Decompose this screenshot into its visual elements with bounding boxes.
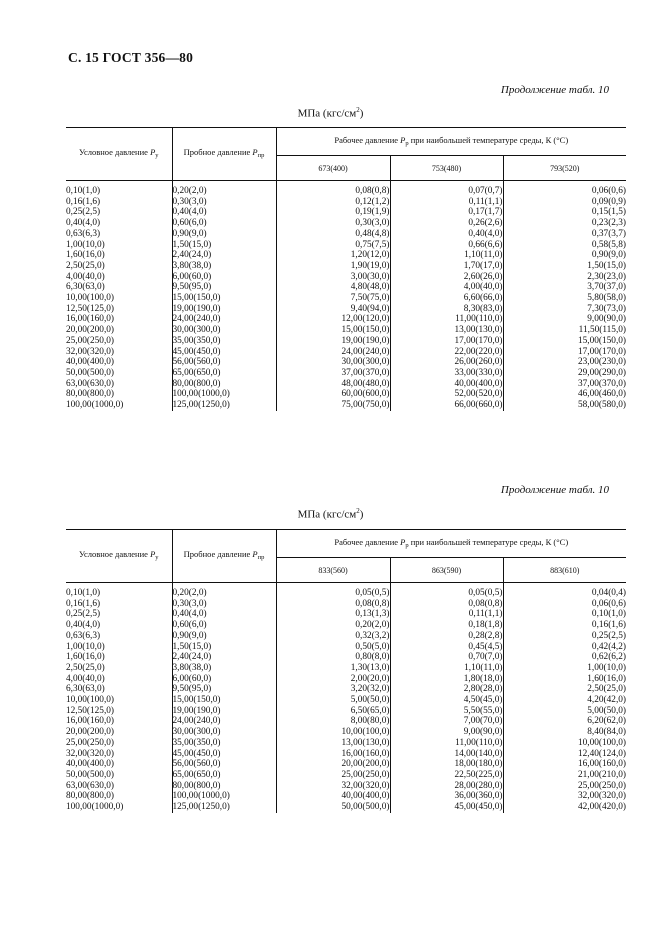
test-pressure-cell: 0,60(6,0) (172, 218, 276, 229)
nominal-pressure-cell: 40,00(400,0) (66, 357, 115, 368)
table-row (66, 240, 626, 251)
working-pressure-cell: 0,11(1,1) (390, 197, 503, 208)
working-pressure-cell: 1,00(10,0) (503, 663, 626, 674)
working-pressure-cell: 46,00(460,0) (503, 389, 626, 400)
nominal-pressure-cell: 1,60(16,0) (66, 652, 105, 663)
working-pressure-cell: 15,00(150,0) (503, 336, 626, 347)
page-header: С. 15 ГОСТ 356—80 (68, 50, 194, 65)
table-row (66, 620, 626, 631)
working-pressure-cell: 48,00(480,0) (276, 379, 390, 390)
working-pressure-cell: 0,08(0,8) (276, 599, 390, 610)
nominal-pressure-cell: 16,00(160,0) (66, 314, 115, 325)
working-pressure-cell: 5,00(50,0) (276, 695, 390, 706)
test-pressure-cell: 0,20(2,0) (172, 583, 276, 599)
working-pressure-cell: 37,00(370,0) (276, 368, 390, 379)
working-pressure-cell: 19,00(190,0) (276, 336, 390, 347)
working-pressure-cell: 1,70(17,0) (390, 261, 503, 272)
nominal-pressure-cell: 100,00(1000,0) (66, 400, 124, 411)
table-row (66, 727, 626, 738)
test-pressure-cell: 0,40(4,0) (172, 609, 276, 620)
test-pressure-cell: 80,00(800,0) (172, 379, 276, 390)
working-pressure-cell: 0,90(9,0) (503, 250, 626, 261)
working-pressure-cell: 10,00(100,0) (503, 738, 626, 749)
table-row (66, 770, 626, 781)
test-pressure-cell: 0,30(3,0) (172, 197, 276, 208)
working-pressure-cell: 0,70(7,0) (390, 652, 503, 663)
working-pressure-cell: 50,00(500,0) (276, 802, 390, 813)
working-pressure-cell: 4,20(42,0) (503, 695, 626, 706)
working-pressure-cell: 0,58(5,8) (503, 240, 626, 251)
working-pressure-cell: 0,26(2,6) (390, 218, 503, 229)
table-row (66, 207, 626, 218)
working-pressure-cell: 0,12(1,2) (276, 197, 390, 208)
nominal-pressure-cell: 0,16(1,6) (66, 598, 101, 609)
working-pressure-cell: 66,00(660,0) (390, 400, 503, 411)
table-row (66, 802, 626, 813)
working-pressure-cell: 58,00(580,0) (503, 400, 626, 411)
working-pressure-cell: 1,10(11,0) (390, 250, 503, 261)
working-pressure-cell: 0,37(3,7) (503, 229, 626, 240)
table-row (66, 293, 626, 304)
working-pressure-cell: 40,00(400,0) (390, 379, 503, 390)
temp-header: 863(590) (390, 558, 503, 583)
working-pressure-cell: 0,50(5,0) (276, 642, 390, 653)
test-pressure-cell: 0,60(6,0) (172, 620, 276, 631)
pressure-table (66, 529, 626, 813)
continuation-label: Продолжение табл. 10 (500, 484, 609, 496)
working-pressure-cell: 42,00(420,0) (503, 802, 626, 813)
working-pressure-cell: 0,18(1,8) (390, 620, 503, 631)
working-pressure-cell: 6,20(62,0) (503, 716, 626, 727)
working-pressure-cell: 0,05(0,5) (390, 583, 503, 599)
working-pressure-cell: 32,00(320,0) (503, 791, 626, 802)
test-pressure-cell: 24,00(240,0) (172, 716, 276, 727)
working-pressure-cell: 7,30(73,0) (503, 304, 626, 315)
nominal-pressure-cell: 0,63(6,3) (66, 630, 101, 641)
working-pressure-cell: 37,00(370,0) (503, 379, 626, 390)
nominal-pressure-cell: 4,00(40,0) (66, 673, 105, 684)
test-pressure-cell: 35,00(350,0) (172, 336, 276, 347)
nominal-pressure-cell: 0,10(1,0) (66, 588, 101, 598)
working-pressure-cell: 3,20(32,0) (276, 684, 390, 695)
test-pressure-cell: 1,50(15,0) (172, 642, 276, 653)
nominal-pressure-cell: 6,30(63,0) (66, 684, 105, 695)
working-pressure-cell: 0,23(2,3) (503, 218, 626, 229)
table-row (66, 791, 626, 802)
working-pressure-cell: 13,00(130,0) (390, 325, 503, 336)
working-pressure-cell: 36,00(360,0) (390, 791, 503, 802)
nominal-pressure-cell: 1,00(10,0) (66, 239, 105, 250)
nominal-pressure-cell: 32,00(320,0) (66, 346, 115, 357)
temp-header: 673(400) (276, 156, 390, 181)
table-row (66, 583, 626, 599)
nominal-pressure-cell: 0,10(1,0) (66, 186, 101, 196)
test-pressure-cell: 65,00(650,0) (172, 770, 276, 781)
nominal-pressure-cell: 0,40(4,0) (66, 620, 101, 631)
table-row (66, 379, 626, 390)
nominal-pressure-cell: 25,00(250,0) (66, 335, 115, 346)
working-pressure-cell: 12,40(124,0) (503, 749, 626, 760)
working-pressure-cell: 11,50(115,0) (503, 325, 626, 336)
table-row (66, 261, 626, 272)
table-row (66, 325, 626, 336)
working-pressure-cell: 9,00(90,0) (503, 314, 626, 325)
table-row (66, 749, 626, 760)
test-pressure-cell: 2,40(24,0) (172, 652, 276, 663)
working-pressure-cell: 0,05(0,5) (276, 583, 390, 599)
working-pressure-cell: 7,00(70,0) (390, 716, 503, 727)
nominal-pressure-cell: 63,00(630,0) (66, 780, 115, 791)
nominal-pressure-cell: 20,00(200,0) (66, 727, 115, 738)
table-row (66, 599, 626, 610)
working-pressure-cell: 18,00(180,0) (390, 759, 503, 770)
temp-header: 883(610) (503, 558, 626, 583)
table-row (66, 400, 626, 411)
nominal-pressure-cell: 4,00(40,0) (66, 271, 105, 282)
working-pressure-group-header: Рабочее давление $P_р$ при наибольшей температуре среды, К (°С) (276, 530, 626, 558)
working-pressure-cell: 0,19(1,9) (276, 207, 390, 218)
working-pressure-cell: 5,00(50,0) (503, 706, 626, 717)
test-pressure-cell: 35,00(350,0) (172, 738, 276, 749)
test-pressure-cell: 9,50(95,0) (172, 684, 276, 695)
continuation-label: Продолжение табл. 10 (500, 84, 609, 96)
table-row (66, 631, 626, 642)
working-pressure-cell: 0,62(6,2) (503, 652, 626, 663)
temp-header: 753(480) (390, 156, 503, 181)
table-row (66, 368, 626, 379)
table-row (66, 336, 626, 347)
test-pressure-cell: 6,00(60,0) (172, 674, 276, 685)
nominal-pressure-cell: 80,00(800,0) (66, 389, 115, 400)
working-pressure-cell: 2,60(26,0) (390, 272, 503, 283)
working-pressure-cell: 60,00(600,0) (276, 389, 390, 400)
nominal-pressure-cell: 10,00(100,0) (66, 293, 115, 304)
working-pressure-cell: 6,60(66,0) (390, 293, 503, 304)
nominal-pressure-cell: 80,00(800,0) (66, 791, 115, 802)
working-pressure-cell: 22,50(225,0) (390, 770, 503, 781)
working-pressure-cell: 5,80(58,0) (503, 293, 626, 304)
working-pressure-cell: 32,00(320,0) (276, 781, 390, 792)
test-pressure-cell: 125,00(1250,0) (172, 802, 276, 813)
nominal-pressure-cell: 0,25(2,5) (66, 609, 101, 620)
working-pressure-cell: 12,00(120,0) (276, 314, 390, 325)
working-pressure-cell: 4,00(40,0) (390, 282, 503, 293)
test-pressure-cell: 0,90(9,0) (172, 229, 276, 240)
working-pressure-cell: 15,00(150,0) (276, 325, 390, 336)
units-caption: МПа $(кгс/см^2)$ (297, 507, 364, 521)
table-row (66, 314, 626, 325)
working-pressure-cell: 0,17(1,7) (390, 207, 503, 218)
table-row (66, 181, 626, 197)
working-pressure-cell: 0,09(0,9) (503, 197, 626, 208)
nominal-pressure-cell: 10,00(100,0) (66, 695, 115, 706)
working-pressure-cell: 11,00(110,0) (390, 314, 503, 325)
working-pressure-cell: 1,60(16,0) (503, 674, 626, 685)
nominal-pressure-cell: 6,30(63,0) (66, 282, 105, 293)
working-pressure-cell: 14,00(140,0) (390, 749, 503, 760)
test-pressure-cell: 0,40(4,0) (172, 207, 276, 218)
test-pressure-cell: 3,80(38,0) (172, 261, 276, 272)
working-pressure-cell: 8,30(83,0) (390, 304, 503, 315)
working-pressure-cell: 0,32(3,2) (276, 631, 390, 642)
test-pressure-cell: 3,80(38,0) (172, 663, 276, 674)
working-pressure-cell: 4,50(45,0) (390, 695, 503, 706)
units-caption: МПа $(кгс/см^2)$ (297, 106, 364, 120)
working-pressure-cell: 13,00(130,0) (276, 738, 390, 749)
table-row (66, 197, 626, 208)
col-nominal-pressure-header: Условное давление $P_y$ (78, 147, 159, 159)
test-pressure-cell: 45,00(450,0) (172, 347, 276, 358)
working-pressure-cell: 1,80(18,0) (390, 674, 503, 685)
nominal-pressure-cell: 32,00(320,0) (66, 748, 115, 759)
table-row (66, 663, 626, 674)
nominal-pressure-cell: 12,50(125,0) (66, 303, 115, 314)
nominal-pressure-cell: 1,60(16,0) (66, 250, 105, 261)
table-row (66, 304, 626, 315)
test-pressure-cell: 6,00(60,0) (172, 272, 276, 283)
working-pressure-cell: 8,00(80,0) (276, 716, 390, 727)
nominal-pressure-cell: 12,50(125,0) (66, 705, 115, 716)
working-pressure-cell: 0,20(2,0) (276, 620, 390, 631)
table-row (66, 738, 626, 749)
test-pressure-cell: 100,00(1000,0) (172, 791, 276, 802)
working-pressure-cell: 0,13(1,3) (276, 609, 390, 620)
working-pressure-cell: 45,00(450,0) (390, 802, 503, 813)
nominal-pressure-cell: 100,00(1000,0) (66, 802, 124, 813)
working-pressure-cell: 21,00(210,0) (503, 770, 626, 781)
test-pressure-cell: 19,00(190,0) (172, 706, 276, 717)
working-pressure-cell: 26,00(260,0) (390, 357, 503, 368)
working-pressure-cell: 0,15(1,5) (503, 207, 626, 218)
working-pressure-cell: 0,30(3,0) (276, 218, 390, 229)
table-row (66, 389, 626, 400)
working-pressure-cell: 28,00(280,0) (390, 781, 503, 792)
working-pressure-cell: 25,00(250,0) (276, 770, 390, 781)
working-pressure-cell: 0,40(4,0) (390, 229, 503, 240)
working-pressure-cell: 25,00(250,0) (503, 781, 626, 792)
nominal-pressure-cell: 0,63(6,3) (66, 228, 101, 239)
working-pressure-cell: 2,50(25,0) (503, 684, 626, 695)
working-pressure-cell: 0,06(0,6) (503, 599, 626, 610)
working-pressure-cell: 3,00(30,0) (276, 272, 390, 283)
test-pressure-cell: 15,00(150,0) (172, 695, 276, 706)
working-pressure-cell: 0,11(1,1) (390, 609, 503, 620)
working-pressure-group-header: Рабочее давление $P_р$ при наибольшей температуре среды, К (°С) (276, 128, 626, 156)
temp-header: 793(520) (503, 156, 626, 181)
working-pressure-cell: 5,50(55,0) (390, 706, 503, 717)
table-row (66, 229, 626, 240)
working-pressure-cell: 24,00(240,0) (276, 347, 390, 358)
table-row (66, 282, 626, 293)
test-pressure-cell: 2,40(24,0) (172, 250, 276, 261)
table-row (66, 357, 626, 368)
working-pressure-cell: 0,06(0,6) (503, 181, 626, 197)
working-pressure-cell: 0,80(8,0) (276, 652, 390, 663)
working-pressure-cell: 0,66(6,6) (390, 240, 503, 251)
working-pressure-cell: 0,48(4,8) (276, 229, 390, 240)
test-pressure-cell: 56,00(560,0) (172, 357, 276, 368)
table-row (66, 695, 626, 706)
working-pressure-cell: 1,90(19,0) (276, 261, 390, 272)
table-row (66, 706, 626, 717)
nominal-pressure-cell: 2,50(25,0) (66, 662, 105, 673)
working-pressure-cell: 0,45(4,5) (390, 642, 503, 653)
working-pressure-cell: 0,10(1,0) (503, 609, 626, 620)
test-pressure-cell: 24,00(240,0) (172, 314, 276, 325)
test-pressure-cell: 56,00(560,0) (172, 759, 276, 770)
working-pressure-cell: 22,00(220,0) (390, 347, 503, 358)
test-pressure-cell: 30,00(300,0) (172, 727, 276, 738)
nominal-pressure-cell: 40,00(400,0) (66, 759, 115, 770)
test-pressure-cell: 15,00(150,0) (172, 293, 276, 304)
temp-header: 833(560) (276, 558, 390, 583)
test-pressure-cell: 9,50(95,0) (172, 282, 276, 293)
working-pressure-cell: 0,16(1,6) (503, 620, 626, 631)
col-test-pressure-header: Пробное давление $P_{пр}$ (172, 128, 276, 181)
nominal-pressure-cell: 50,00(500,0) (66, 367, 115, 378)
table-row (66, 218, 626, 229)
working-pressure-cell: 0,75(7,5) (276, 240, 390, 251)
working-pressure-cell: 8,40(84,0) (503, 727, 626, 738)
working-pressure-cell: 0,08(0,8) (390, 599, 503, 610)
working-pressure-cell: 7,50(75,0) (276, 293, 390, 304)
test-pressure-cell: 80,00(800,0) (172, 781, 276, 792)
nominal-pressure-cell: 1,00(10,0) (66, 641, 105, 652)
working-pressure-cell: 6,50(65,0) (276, 706, 390, 717)
nominal-pressure-cell: 25,00(250,0) (66, 737, 115, 748)
test-pressure-cell: 0,30(3,0) (172, 599, 276, 610)
working-pressure-cell: 40,00(400,0) (276, 791, 390, 802)
table-row (66, 652, 626, 663)
working-pressure-cell: 33,00(330,0) (390, 368, 503, 379)
nominal-pressure-cell: 16,00(160,0) (66, 716, 115, 727)
working-pressure-cell: 2,30(23,0) (503, 272, 626, 283)
table-row (66, 684, 626, 695)
nominal-pressure-cell: 0,25(2,5) (66, 207, 101, 218)
working-pressure-cell: 16,00(160,0) (276, 749, 390, 760)
test-pressure-cell: 0,90(9,0) (172, 631, 276, 642)
col-test-pressure-header: Пробное давление $P_{пр}$ (172, 530, 276, 583)
pressure-table (66, 127, 626, 411)
test-pressure-cell: 0,20(2,0) (172, 181, 276, 197)
table-row (66, 642, 626, 653)
working-pressure-cell: 0,07(0,7) (390, 181, 503, 197)
test-pressure-cell: 30,00(300,0) (172, 325, 276, 336)
working-pressure-cell: 17,00(170,0) (503, 347, 626, 358)
working-pressure-cell: 9,40(94,0) (276, 304, 390, 315)
nominal-pressure-cell: 0,40(4,0) (66, 218, 101, 229)
test-pressure-cell: 45,00(450,0) (172, 749, 276, 760)
working-pressure-cell: 1,20(12,0) (276, 250, 390, 261)
working-pressure-cell: 9,00(90,0) (390, 727, 503, 738)
working-pressure-cell: 4,80(48,0) (276, 282, 390, 293)
working-pressure-cell: 2,80(28,0) (390, 684, 503, 695)
working-pressure-cell: 10,00(100,0) (276, 727, 390, 738)
working-pressure-cell: 0,25(2,5) (503, 631, 626, 642)
table-row (66, 250, 626, 261)
nominal-pressure-cell: 63,00(630,0) (66, 378, 115, 389)
working-pressure-cell: 0,42(4,2) (503, 642, 626, 653)
test-pressure-cell: 125,00(1250,0) (172, 400, 276, 411)
col-nominal-pressure-header: Условное давление $P_y$ (78, 549, 159, 561)
nominal-pressure-cell: 2,50(25,0) (66, 260, 105, 271)
nominal-pressure-cell: 20,00(200,0) (66, 325, 115, 336)
table-row (66, 347, 626, 358)
working-pressure-cell: 1,10(11,0) (390, 663, 503, 674)
working-pressure-cell: 20,00(200,0) (276, 759, 390, 770)
test-pressure-cell: 19,00(190,0) (172, 304, 276, 315)
working-pressure-cell: 16,00(160,0) (503, 759, 626, 770)
table-row (66, 759, 626, 770)
test-pressure-cell: 100,00(1000,0) (172, 389, 276, 400)
working-pressure-cell: 1,50(15,0) (503, 261, 626, 272)
table-row (66, 609, 626, 620)
table-row (66, 781, 626, 792)
working-pressure-cell: 29,00(290,0) (503, 368, 626, 379)
working-pressure-cell: 17,00(170,0) (390, 336, 503, 347)
working-pressure-cell: 75,00(750,0) (276, 400, 390, 411)
working-pressure-cell: 0,04(0,4) (503, 583, 626, 599)
table-row (66, 674, 626, 685)
working-pressure-cell: 3,70(37,0) (503, 282, 626, 293)
working-pressure-cell: 30,00(300,0) (276, 357, 390, 368)
table-row (66, 716, 626, 727)
nominal-pressure-cell: 50,00(500,0) (66, 769, 115, 780)
working-pressure-cell: 52,00(520,0) (390, 389, 503, 400)
test-pressure-cell: 1,50(15,0) (172, 240, 276, 251)
nominal-pressure-cell: 0,16(1,6) (66, 196, 101, 207)
working-pressure-cell: 23,00(230,0) (503, 357, 626, 368)
working-pressure-cell: 1,30(13,0) (276, 663, 390, 674)
working-pressure-cell: 0,28(2,8) (390, 631, 503, 642)
test-pressure-cell: 65,00(650,0) (172, 368, 276, 379)
working-pressure-cell: 2,00(20,0) (276, 674, 390, 685)
table-row (66, 272, 626, 283)
working-pressure-cell: 0,08(0,8) (276, 181, 390, 197)
working-pressure-cell: 11,00(110,0) (390, 738, 503, 749)
